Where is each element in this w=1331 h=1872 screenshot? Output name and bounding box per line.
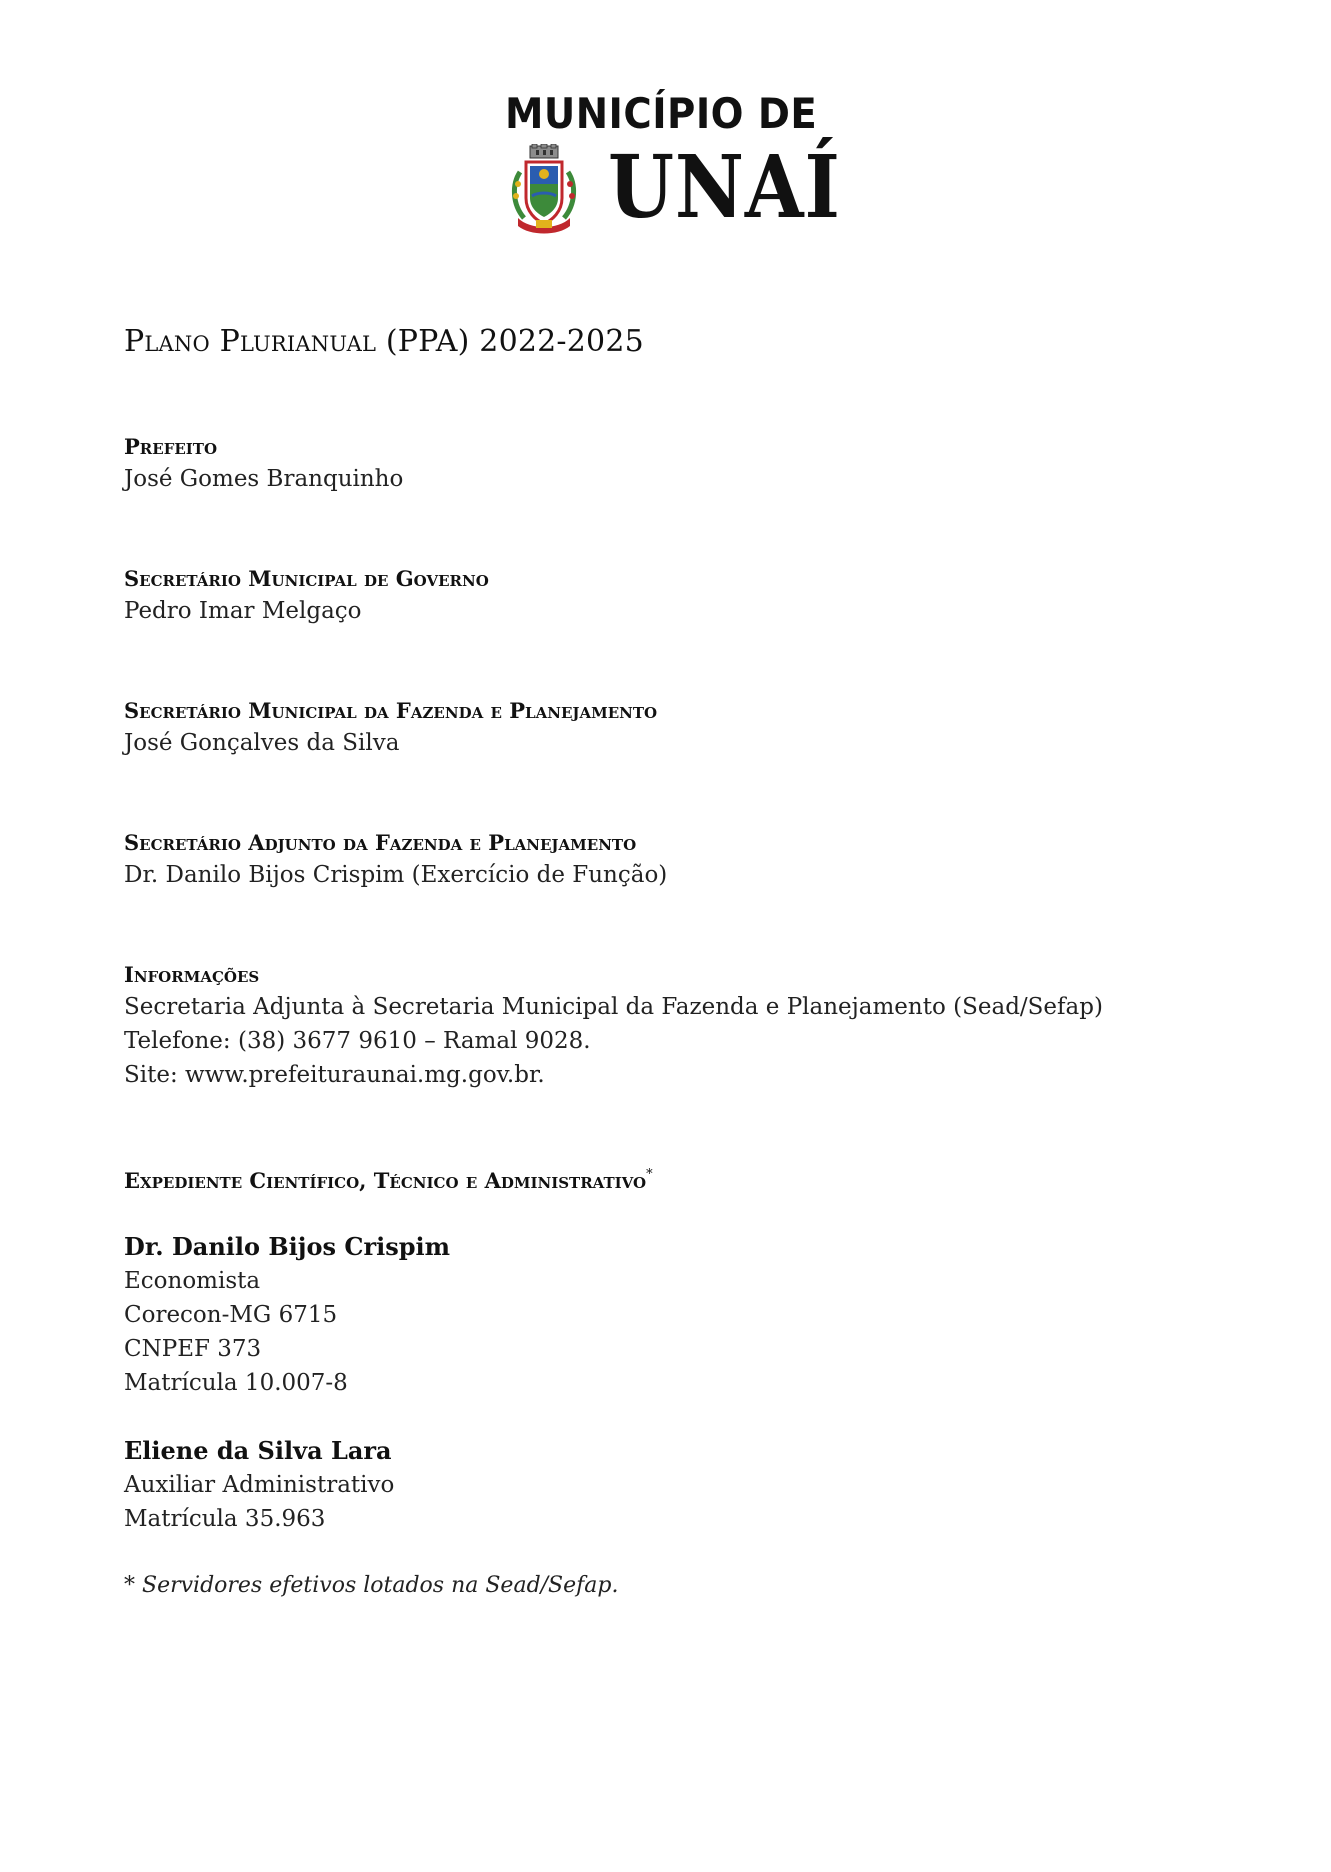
staff-name: Eliene da Silva Lara	[124, 1436, 392, 1465]
section-secretario-fazenda	[124, 696, 1224, 760]
document-body	[124, 322, 1224, 1602]
staff-name: Dr. Danilo Bijos Crispim	[124, 1232, 451, 1261]
city-name: UNAÍ	[608, 137, 841, 238]
staff-line: CNPEF 373	[124, 1336, 262, 1362]
staff-line: Economista	[124, 1268, 261, 1294]
document-title: Plano Plurianual (PPA) 2022-2025	[124, 324, 644, 359]
section-line: Dr. Danilo Bijos Crispim (Exercício de Função)	[124, 862, 668, 888]
section-secretario-adjunto	[124, 828, 1224, 892]
footnote: * Servidores efetivos lotados na Sead/Sefap.	[124, 1573, 619, 1598]
staff-line: Matrícula 35.963	[124, 1506, 326, 1532]
footnote-marker: *	[646, 1167, 653, 1182]
section-label: Secretário Adjunto da Fazenda e Planejamento	[124, 830, 637, 855]
section-label: Secretário Municipal de Governo	[124, 566, 489, 591]
municipal-header	[505, 88, 841, 242]
coat-of-arms-icon	[510, 144, 578, 236]
section-line: José Gonçalves da Silva	[124, 730, 400, 756]
section-line: Site: www.prefeituraunai.mg.gov.br.	[124, 1062, 545, 1088]
section-line: José Gomes Branquinho	[124, 466, 404, 492]
staff-line: Corecon-MG 6715	[124, 1302, 338, 1328]
staff-entry	[124, 1434, 1224, 1536]
staff-line: Auxiliar Administrativo	[124, 1472, 395, 1498]
expediente-label	[124, 1160, 1224, 1196]
section-line: Telefone: (38) 3677 9610 – Ramal 9028.	[124, 1028, 591, 1054]
staff-line: Matrícula 10.007-8	[124, 1370, 348, 1396]
section-informacoes	[124, 960, 1224, 1092]
expediente-label-text: Expediente Científico, Técnico e Administrativo	[124, 1168, 647, 1193]
section-label: Prefeito	[124, 434, 218, 459]
city-row	[505, 137, 841, 242]
municipio-label: MUNICÍPIO DE	[505, 89, 818, 138]
section-label: Informações	[124, 962, 260, 987]
section-line: Secretaria Adjunta à Secretaria Municipal da Fazenda e Planejamento (Sead/Sefap)	[124, 994, 1103, 1020]
staff-entry	[124, 1230, 1224, 1400]
section-secretario-governo	[124, 564, 1224, 628]
section-label: Secretário Municipal da Fazenda e Planejamento	[124, 698, 658, 723]
section-prefeito	[124, 432, 1224, 496]
section-line: Pedro Imar Melgaço	[124, 598, 362, 624]
